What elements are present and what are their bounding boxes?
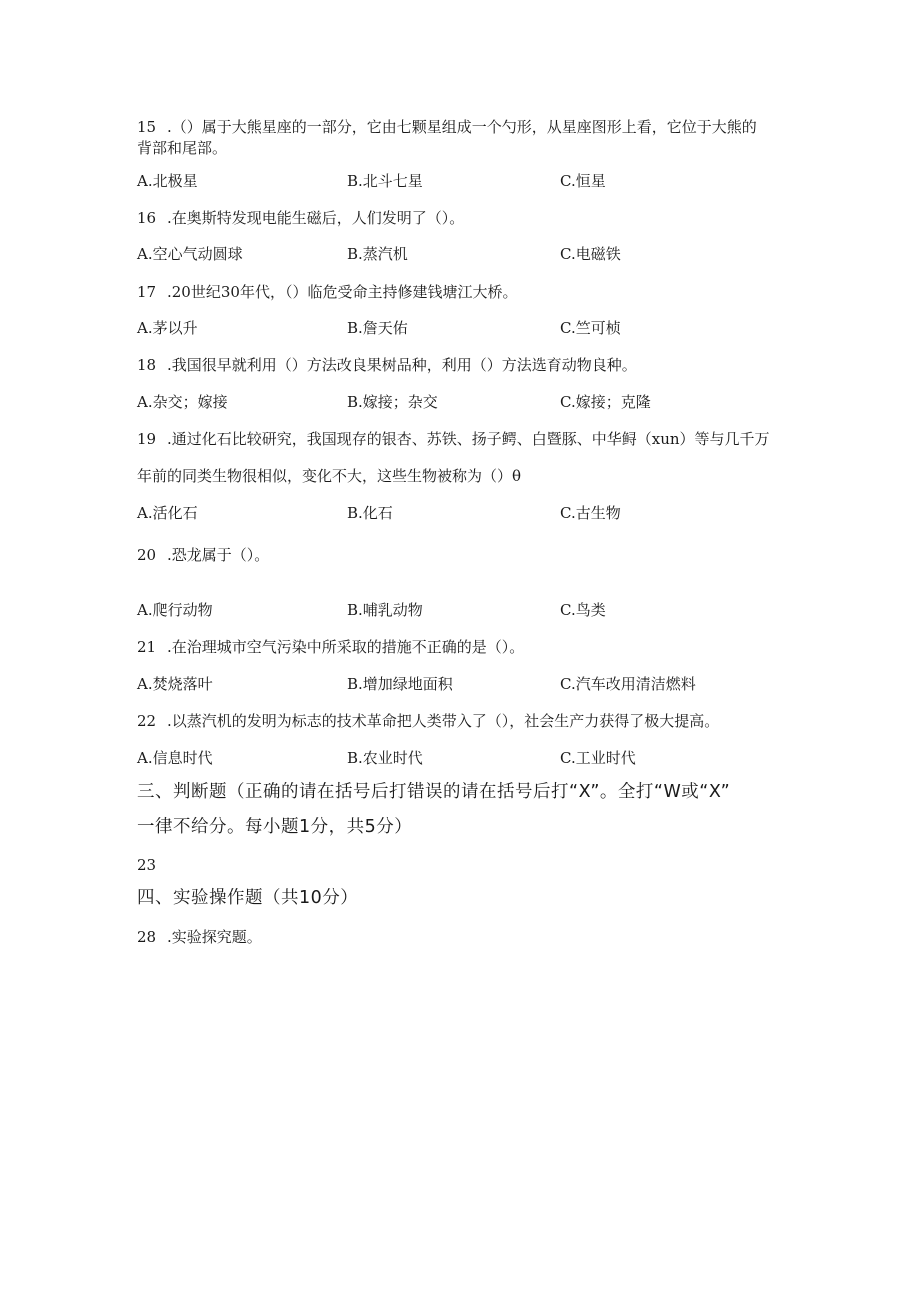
option-a: A.焚烧落叶 [137,675,213,693]
question-number: 19 [137,430,157,448]
question-text: .在治理城市空气污染中所采取的措施不正确的是（）。 [167,638,525,656]
question-text: .我国很早就利用（）方法改良果树品种，利用（）方法选育动物良种。 [167,356,637,374]
question-15-continued: 背部和尾部。 [137,139,228,157]
question-number: 15 [137,118,157,136]
option-a: A.茅以升 [137,319,198,337]
section-3-heading-continued: 一律不给分。每小题1分，共5分） [137,817,413,837]
question-text: .实验探究题。 [167,928,262,946]
question-19 [137,429,770,449]
question-text: .通过化石比较研究，我国现存的银杏、苏铁、扬子鳄、白暨豚、中华鲟（xun）等与几千万 [167,430,770,448]
question-number: 20 [137,546,157,564]
section-3-heading: 三、判断题（正确的请在括号后打错误的请在括号后打“X”。全打“W或“X” [137,782,731,802]
option-a: A.杂交；嫁接 [137,393,228,411]
section-4-heading: 四、实验操作题（共10分） [137,888,359,908]
question-number: 17 [137,283,157,301]
question-18 [137,355,637,375]
question-number: 18 [137,356,157,374]
option-a: A.活化石 [137,504,198,522]
question-23-number: 23 [137,856,157,874]
option-c: C.工业时代 [560,749,636,767]
option-b: B.嫁接；杂交 [347,393,438,411]
question-text: .在奥斯特发现电能生磁后，人们发明了（）。 [167,209,465,227]
question-number: 16 [137,209,157,227]
option-c: C.鸟类 [560,601,606,619]
option-a: A.空心气动圆球 [137,245,243,263]
question-number: 28 [137,928,157,946]
question-20 [137,545,269,565]
option-a: A.信息时代 [137,749,213,767]
question-19-continued: 年前的同类生物很相似，变化不大，这些生物被称为（）θ [137,467,522,485]
question-text: .恐龙属于（）。 [167,546,270,564]
question-21 [137,637,524,657]
question-number: 21 [137,638,157,656]
option-b: B.詹天佑 [347,319,408,337]
option-b: B.增加绿地面积 [347,675,453,693]
option-b: B.哺乳动物 [347,601,423,619]
question-text: .20世纪30年代，（）临危受命主持修建钱塘江大桥。 [167,283,518,301]
question-15 [137,117,757,137]
option-a: A.爬行动物 [137,601,213,619]
question-22 [137,711,719,731]
question-17 [137,282,517,302]
option-c: C.古生物 [560,504,621,522]
option-c: C.竺可桢 [560,319,621,337]
option-b: B.北斗七星 [347,172,423,190]
option-c: C.恒星 [560,172,606,190]
option-c: C.电磁铁 [560,245,621,263]
option-c: C.汽车改用清洁燃料 [560,675,696,693]
option-b: B.农业时代 [347,749,423,767]
question-28 [137,927,262,947]
question-number: 22 [137,712,157,730]
option-b: B.化石 [347,504,393,522]
question-text: .以蒸汽机的发明为标志的技术革命把人类带入了（），社会生产力获得了极大提高。 [167,712,720,730]
question-text: .（）属于大熊星座的一部分，它由七颗星组成一个勺形，从星座图形上看，它位于大熊的 [167,118,757,136]
question-16 [137,208,464,228]
option-b: B.蒸汽机 [347,245,408,263]
option-a: A.北极星 [137,172,198,190]
option-c: C.嫁接；克隆 [560,393,651,411]
